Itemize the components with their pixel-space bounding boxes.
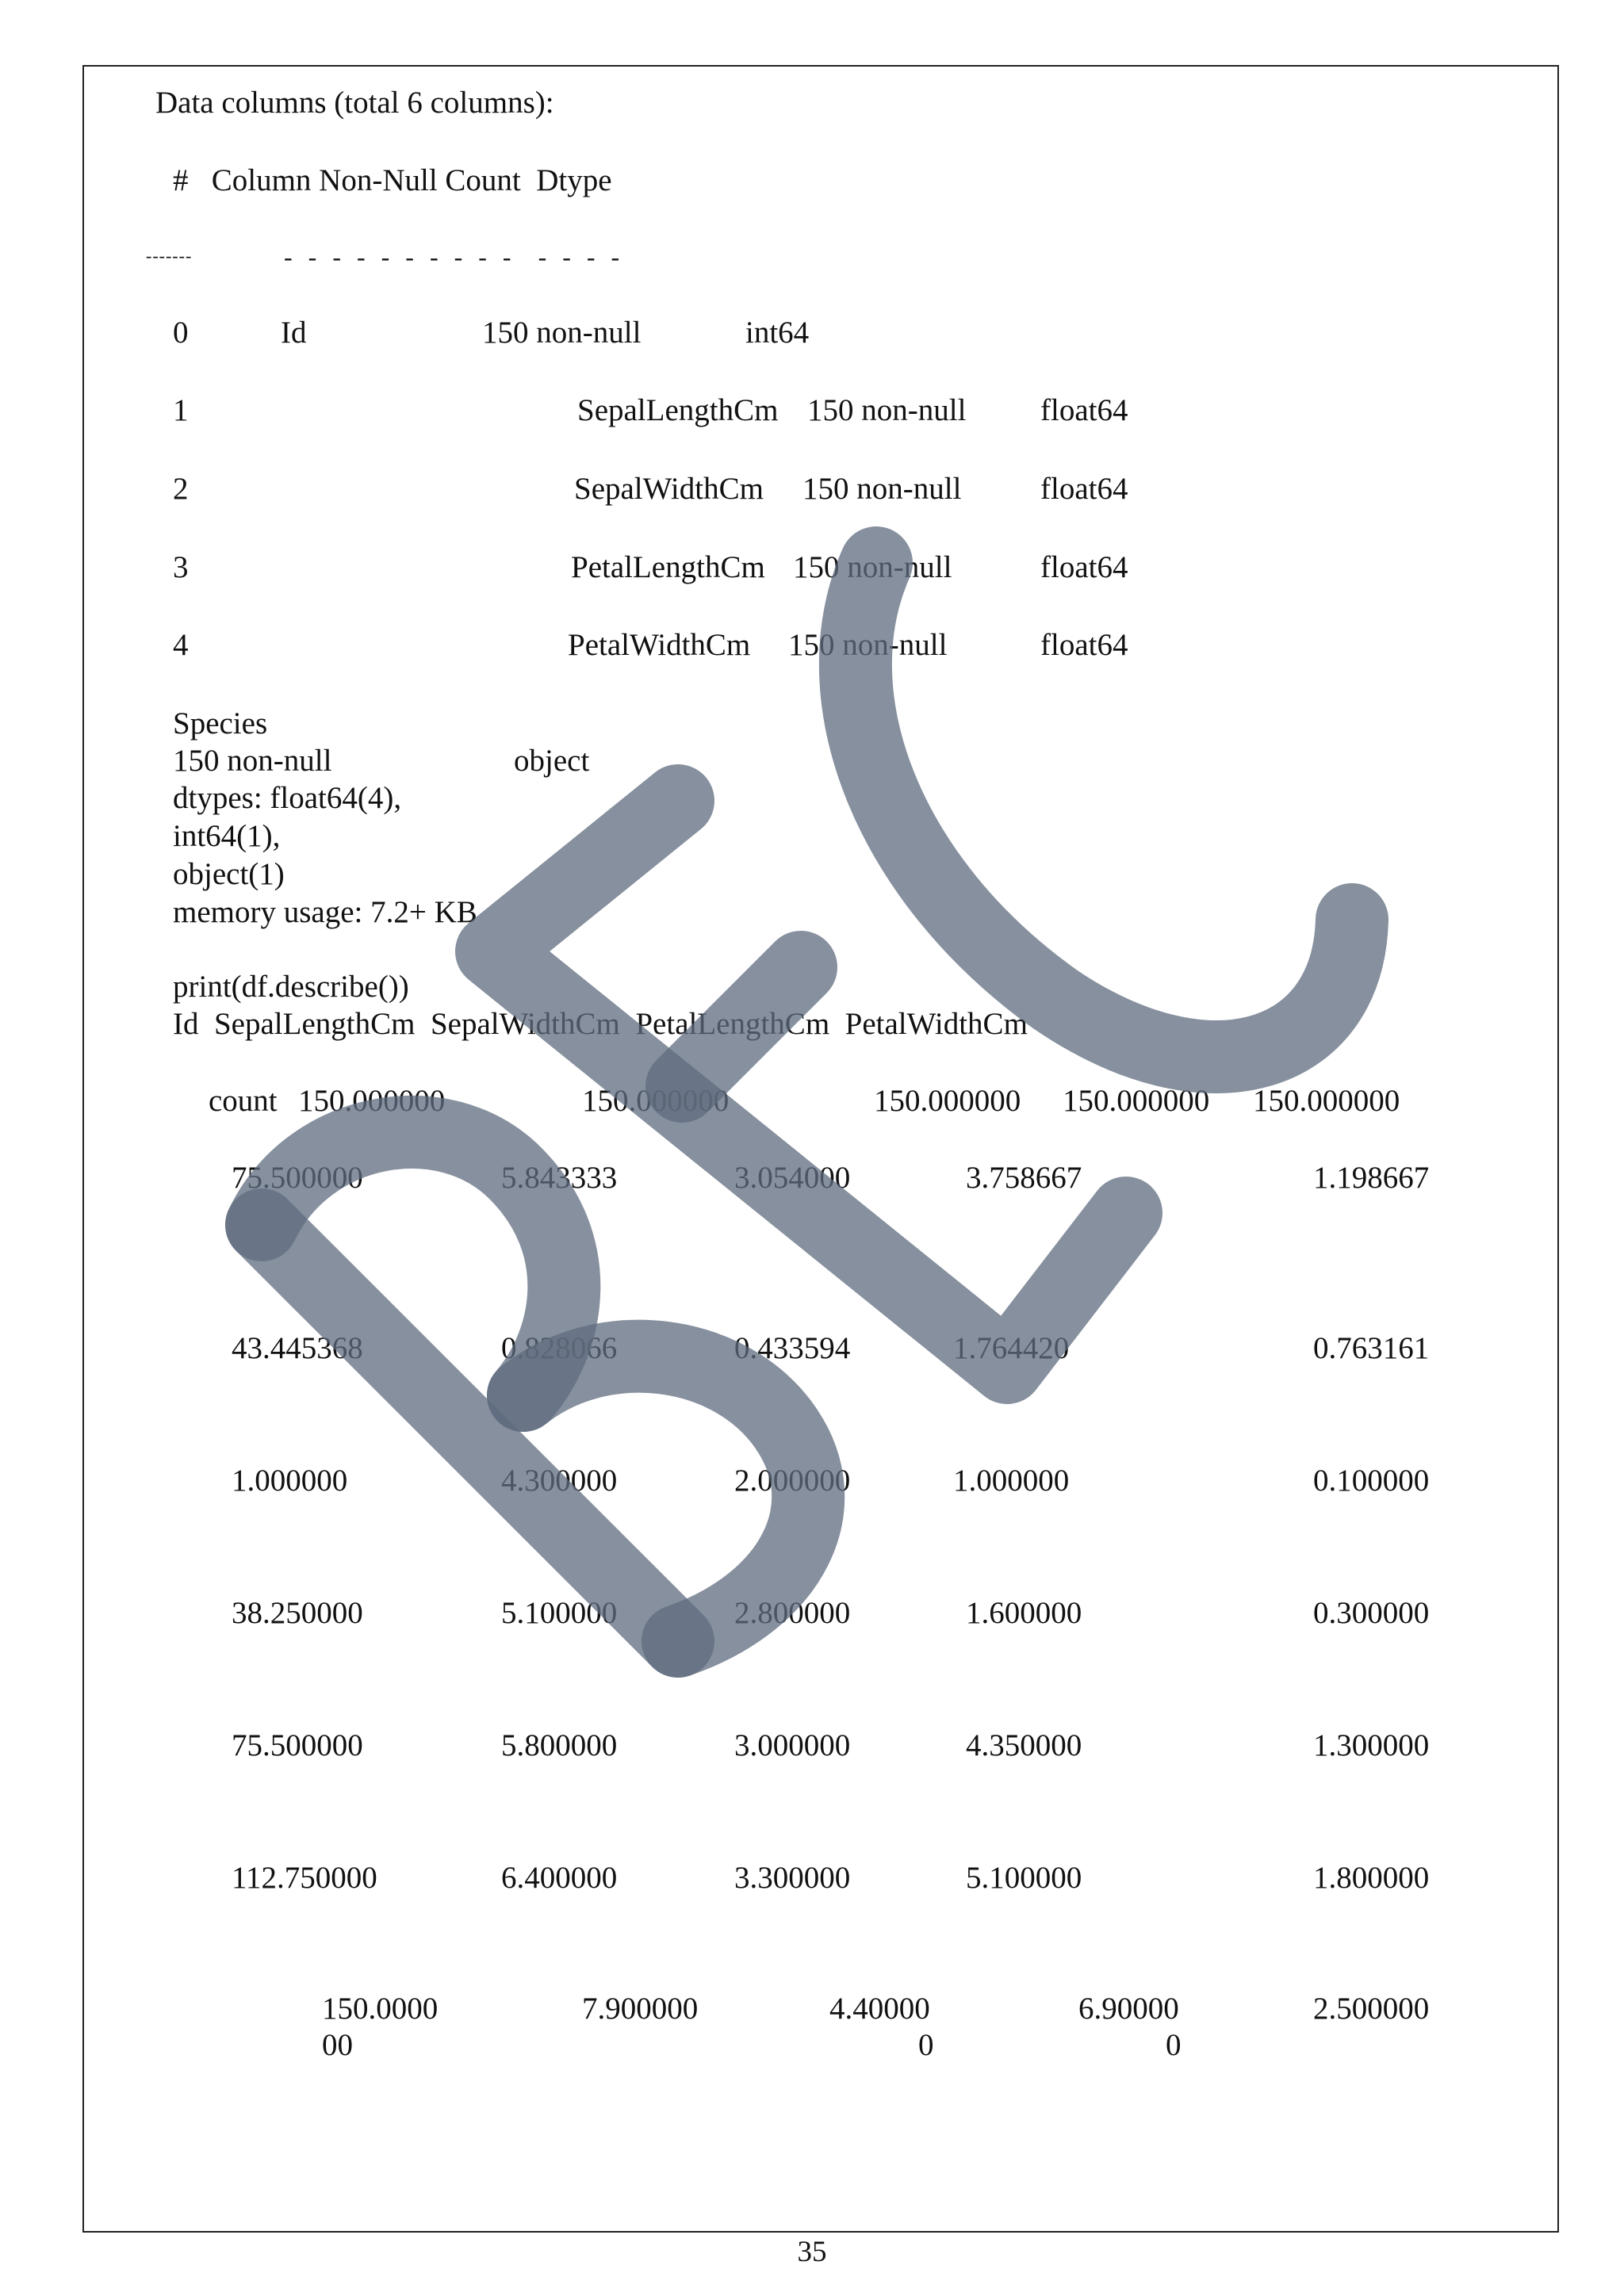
non-null-count: 150 non-null <box>788 628 948 662</box>
column-name: PetalLengthCm <box>571 550 765 584</box>
cell: 1.800000 <box>1313 1861 1430 1895</box>
dtype: float64 <box>1040 550 1128 584</box>
separator-short: ------- <box>146 246 193 266</box>
cell: 1.600000 <box>966 1596 1082 1630</box>
column-name: Id <box>281 316 307 350</box>
cell: 1.000000 <box>232 1464 348 1498</box>
column-name: SepalLengthCm <box>577 393 779 427</box>
cell: 00 <box>322 2028 353 2062</box>
dtype: float64 <box>1040 393 1128 427</box>
dtype: float64 <box>1040 472 1128 506</box>
cell: 0.763161 <box>1313 1331 1430 1365</box>
cell: 150.000000 <box>1063 1084 1210 1118</box>
species-count: 150 non-null <box>173 744 332 778</box>
cell: 6.400000 <box>501 1861 618 1895</box>
non-null-count: 150 non-null <box>802 472 962 506</box>
cell: 150.0000 <box>322 1992 439 2026</box>
species-dtype: object <box>514 744 590 778</box>
count-label: count <box>209 1084 278 1118</box>
dtype: int64 <box>745 316 810 350</box>
cell: 4.350000 <box>966 1728 1082 1762</box>
cell: 2.500000 <box>1313 1992 1430 2026</box>
column-name: SepalWidthCm <box>574 472 764 506</box>
cell: 0 <box>918 2028 934 2062</box>
cell: 75.500000 <box>232 1161 363 1195</box>
cell: 3.300000 <box>734 1861 851 1895</box>
cell: 0.433594 <box>734 1331 851 1365</box>
cell: 4.300000 <box>501 1464 618 1498</box>
cell: 5.100000 <box>966 1861 1082 1895</box>
cell: 6.90000 <box>1078 1992 1179 2026</box>
non-null-count: 150 non-null <box>482 316 642 350</box>
non-null-count: 150 non-null <box>793 550 952 584</box>
row-index: 4 <box>173 628 189 662</box>
cell: 5.800000 <box>501 1728 618 1762</box>
dtypes-line: object(1) <box>173 857 285 891</box>
page-border <box>82 65 1559 2233</box>
cell: 150.000000 <box>1253 1084 1400 1118</box>
cell: 43.445368 <box>232 1331 363 1365</box>
cell: 4.40000 <box>829 1992 930 2026</box>
cell: 3.758667 <box>966 1161 1082 1195</box>
cell: 3.054000 <box>734 1161 851 1195</box>
info-table-header: # Column Non-Null Count Dtype <box>173 163 612 197</box>
memory-usage: memory usage: 7.2+ KB <box>173 895 477 929</box>
cell: 38.250000 <box>232 1596 363 1630</box>
non-null-count: 150 non-null <box>807 393 967 427</box>
cell: 1.198667 <box>1313 1161 1430 1195</box>
cell: 2.800000 <box>734 1596 851 1630</box>
row-index: 0 <box>173 316 189 350</box>
row-index: 2 <box>173 472 189 506</box>
info-header: Data columns (total 6 columns): <box>155 86 554 120</box>
cell: 3.000000 <box>734 1728 851 1762</box>
cell: 0.828066 <box>501 1331 618 1365</box>
column-name: PetalWidthCm <box>568 628 751 662</box>
cell: 75.500000 <box>232 1728 363 1762</box>
describe-command: print(df.describe()) <box>173 970 409 1004</box>
cell: 150.000000 <box>582 1084 730 1118</box>
cell: 1.300000 <box>1313 1728 1430 1762</box>
dtypes-line: int64(1), <box>173 819 281 853</box>
cell: 0.100000 <box>1313 1464 1430 1498</box>
cell: 0 <box>1166 2028 1182 2062</box>
cell: 5.843333 <box>501 1161 618 1195</box>
species-label: Species <box>173 706 268 740</box>
dtype: float64 <box>1040 628 1128 662</box>
cell: 5.100000 <box>501 1596 618 1630</box>
row-index: 1 <box>173 393 189 427</box>
dtypes-line: dtypes: float64(4), <box>173 781 402 815</box>
cell: 2.000000 <box>734 1464 851 1498</box>
cell: 7.900000 <box>582 1992 699 2026</box>
cell: 0.300000 <box>1313 1596 1430 1630</box>
cell: 150.000000 <box>874 1084 1021 1118</box>
cell: 112.750000 <box>232 1861 377 1895</box>
separator-long: - - - - - - - - - - - - - - <box>284 243 625 271</box>
cell: 1.000000 <box>953 1464 1070 1498</box>
cell: 1.764420 <box>953 1331 1070 1365</box>
page-number: 35 <box>797 2236 827 2268</box>
describe-header: Id SepalLengthCm SepalWidthCm PetalLengthCm PetalWidthCm <box>173 1007 1028 1041</box>
cell: 150.000000 <box>298 1084 446 1118</box>
row-index: 3 <box>173 550 189 584</box>
